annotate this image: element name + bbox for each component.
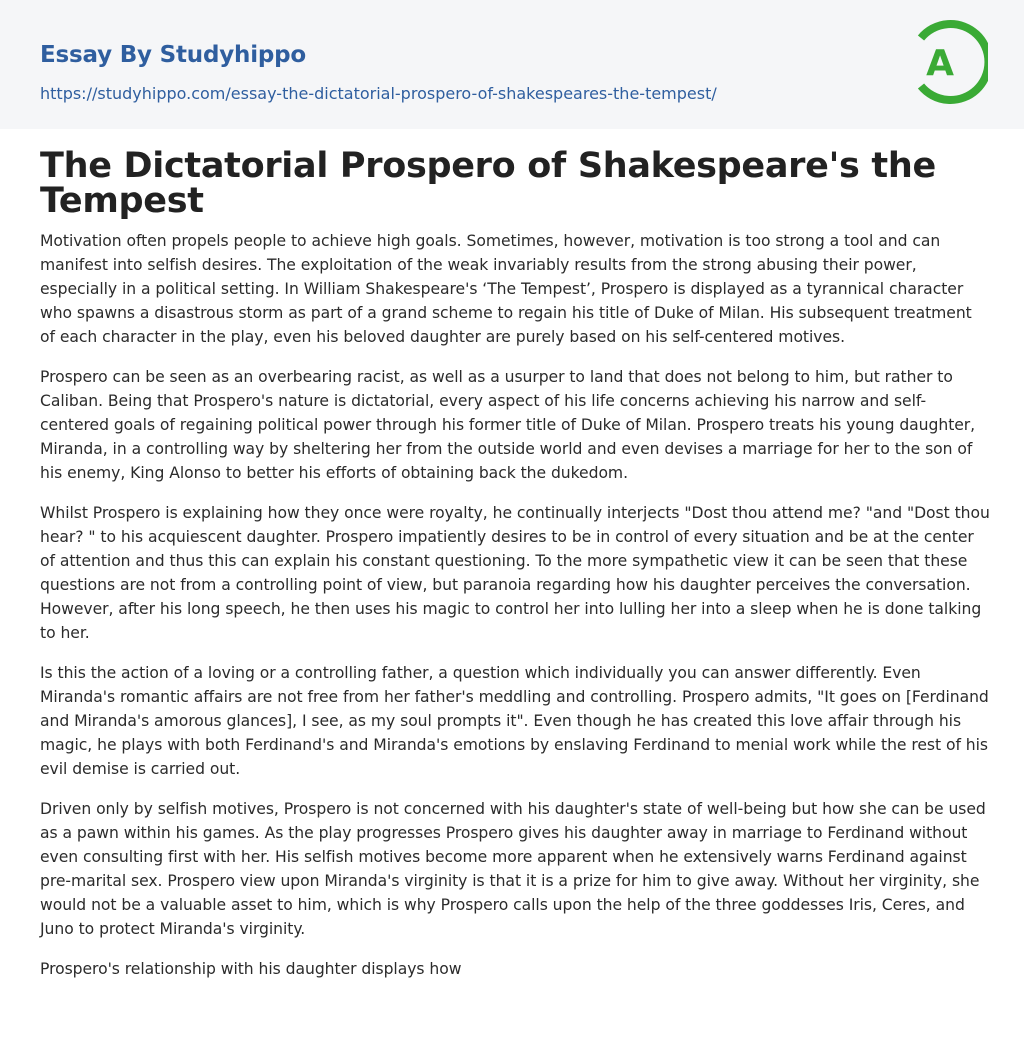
essay-paragraph: Driven only by selfish motives, Prospero is not concerned with his daughter's state of well-being but how she can be used as a pawn within his games. As the play progresses Prospero gives his daughter away in marriage to Ferdinand without even consulting first with her. His selfish motives become more apparent when he extensively warns Ferdinand against pre-marital sex. Prospero view upon Miranda's virginity is that it is a prize for him to give away. Without her virginity, she would not be a valuable asset to him, which is why Prospero calls upon the help of the three goddesses Iris, Ceres, and Juno to protect Miranda's virginity. [40,800,986,938]
essay-paragraph: Prospero can be seen as an overbearing racist, as well as a usurper to land that does not belong to him, but rather to Caliban. Being that Prospero's nature is dictatorial, every aspect of his life concerns achieving his narrow and self-centered goals of regaining political power through his former title of Duke of Milan. Prospero treats his young daughter, Miranda, in a controlling way by sheltering her from the outside world and even devises a marriage for her to the son of his enemy, King Alonso to better his efforts of obtaining back the dukedom. [40,368,976,482]
logo-ring-icon [912,18,988,106]
studyhippo-logo[interactable] [912,18,988,106]
essay-url-link[interactable]: https://studyhippo.com/essay-the-dictatorial-prospero-of-shakespeares-the-tempest/ [40,84,717,103]
essay-paragraph: Whilst Prospero is explaining how they once were royalty, he continually interjects "Dost thou attend me? "and "Dost thou hear? " to his acquiescent daughter. Prospero impatiently desires to be in control of every situation and be at the center of attention and thus this can explain his constant questioning. To the more sympathetic view it can be seen that these questions are not from a controlling point of view, but paranoia regarding how his daughter perceives the conversation. However, after his long speech, he then uses his magic to control her into lulling her into a sleep when he is done talking to her. [40,504,990,642]
logo-letter: A [926,43,954,84]
essay-body [40,229,990,997]
essay-paragraph: Prospero's relationship with his daughter displays how [40,960,462,978]
site-brand[interactable]: Essay By Studyhippo [40,42,307,68]
essay-paragraph: Motivation often propels people to achieve high goals. Sometimes, however, motivation is too strong a tool and can manifest into selfish desires. The exploitation of the weak invariably results from the strong abusing their power, especially in a political setting. In William Shakespeare's ‘The Tempest’, Prospero is displayed as a tyrannical character who spawns a disastrous storm as part of a grand scheme to regain his title of Duke of Milan. His subsequent treatment of each character in the play, even his beloved daughter are purely based on his self-centered motives. [40,232,972,346]
site-header [0,0,1024,129]
essay-title: The Dictatorial Prospero of Shakespeare's the Tempest [40,146,936,221]
essay-paragraph: Is this the action of a loving or a controlling father, a question which individually you can answer differently. Even Miranda's romantic affairs are not free from her father's meddling and controlling. Prospero admits, "It goes on [Ferdinand and Miranda's amorous glances], I see, as my soul prompts it". Even though he has created this love affair through his magic, he plays with both Ferdinand's and Miranda's emotions by enslaving Ferdinand to menial work while the rest of his evil demise is carried out. [40,664,989,778]
